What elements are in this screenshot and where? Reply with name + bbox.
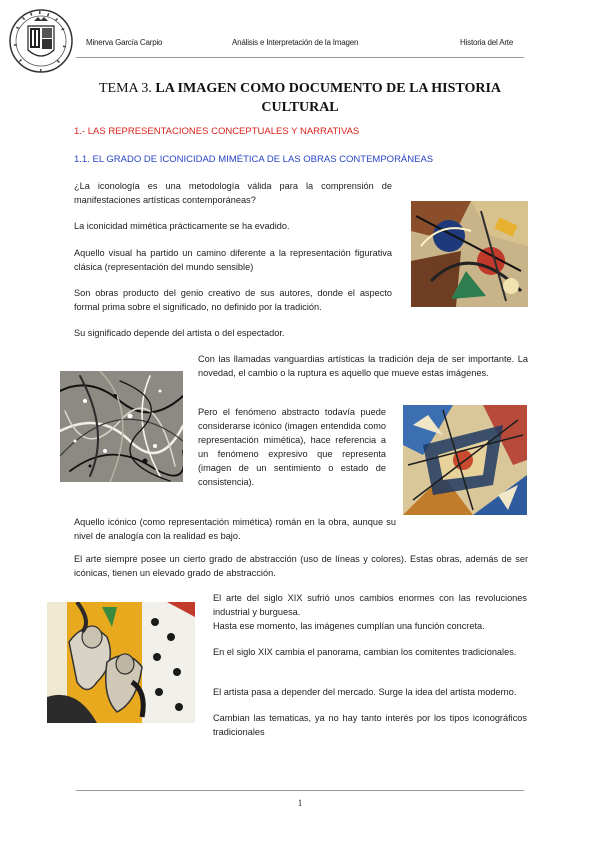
- title-line1: LA IMAGEN COMO DOCUMENTO DE LA HISTORIA: [155, 81, 502, 96]
- paragraph: Aquello icónico (como representación mimética) román en la obra, aunque su nivel de analogía con la realidad es bajo.: [74, 517, 396, 541]
- paragraph: En el siglo XIX cambia el panorama, cambian los comitentes tradicionales.: [213, 647, 517, 657]
- title-line2: CULTURAL: [261, 100, 339, 115]
- futurist-painting-image: [403, 405, 527, 515]
- university-seal-logo: [8, 6, 74, 76]
- title-prefix: TEMA 3.: [98, 81, 152, 96]
- page-title: [84, 79, 516, 117]
- cubist-painting-image: [47, 602, 195, 723]
- paragraph: Hasta ese momento, las imágenes cumplían una función concreta.: [213, 621, 485, 631]
- section-heading-1-1: 1.1. EL GRADO DE ICONICIDAD MIMÉTICA DE LAS OBRAS CONTEMPORÁNEAS: [74, 154, 434, 165]
- paragraph: Son obras producto del genio creativo de sus autores, donde el aspecto formal prima sobre el significado, no definido por la tradición.: [74, 288, 392, 312]
- header-rule: [76, 57, 524, 58]
- abstract-painting-image: [411, 201, 528, 307]
- paragraph: ¿La iconología es una metodología válida para la comprensión de manifestaciones artísticas contemporáneas?: [74, 181, 392, 205]
- paragraph: El arte del siglo XIX sufrió unos cambios enormes con las revoluciones industrial y burguesa.: [213, 593, 527, 617]
- paragraph: Con las llamadas vanguardias artísticas la tradición deja de ser importante. La novedad, el cambio o la ruptura es aquello que mueve estas imágenes.: [198, 354, 528, 378]
- paragraph: El arte siempre posee un cierto grado de abstracción (uso de líneas y colores). Estas obras, además de ser icónicas, tienen un elevado grado de abstracción.: [74, 554, 528, 578]
- page-number: 1: [297, 798, 303, 808]
- paragraph: Su significado depende del artista o del espectador.: [74, 328, 285, 338]
- footer-rule: [76, 790, 524, 791]
- header-author: Minerva García Carpio: [86, 38, 163, 47]
- paragraph: Cambian las tematicas, ya no hay tanto interés por los tipos iconográficos tradicionales: [213, 713, 527, 737]
- section-heading-1: 1.- LAS REPRESENTACIONES CONCEPTUALES Y NARRATIVAS: [74, 126, 360, 137]
- paragraph: La iconicidad mimética prácticamente se ha evadido.: [74, 221, 290, 231]
- header-course: Historia del Arte: [460, 38, 514, 47]
- paragraph: Aquello visual ha partido un camino diferente a la representación figurativa clásica (representación del mundo sensible): [74, 248, 392, 272]
- drip-painting-image: [60, 371, 183, 482]
- paragraph: Pero el fenómeno abstracto todavía puede considerarse icónico (imagen entendida como representación mimética), hace referencia a un fenómeno expresivo que representa (imagen de un sentimiento o estado de consistencia).: [198, 407, 386, 487]
- header-subject: Análisis e Interpretación de la Imagen: [232, 38, 359, 47]
- paragraph: El artista pasa a depender del mercado. Surge la idea del artista moderno.: [213, 687, 517, 697]
